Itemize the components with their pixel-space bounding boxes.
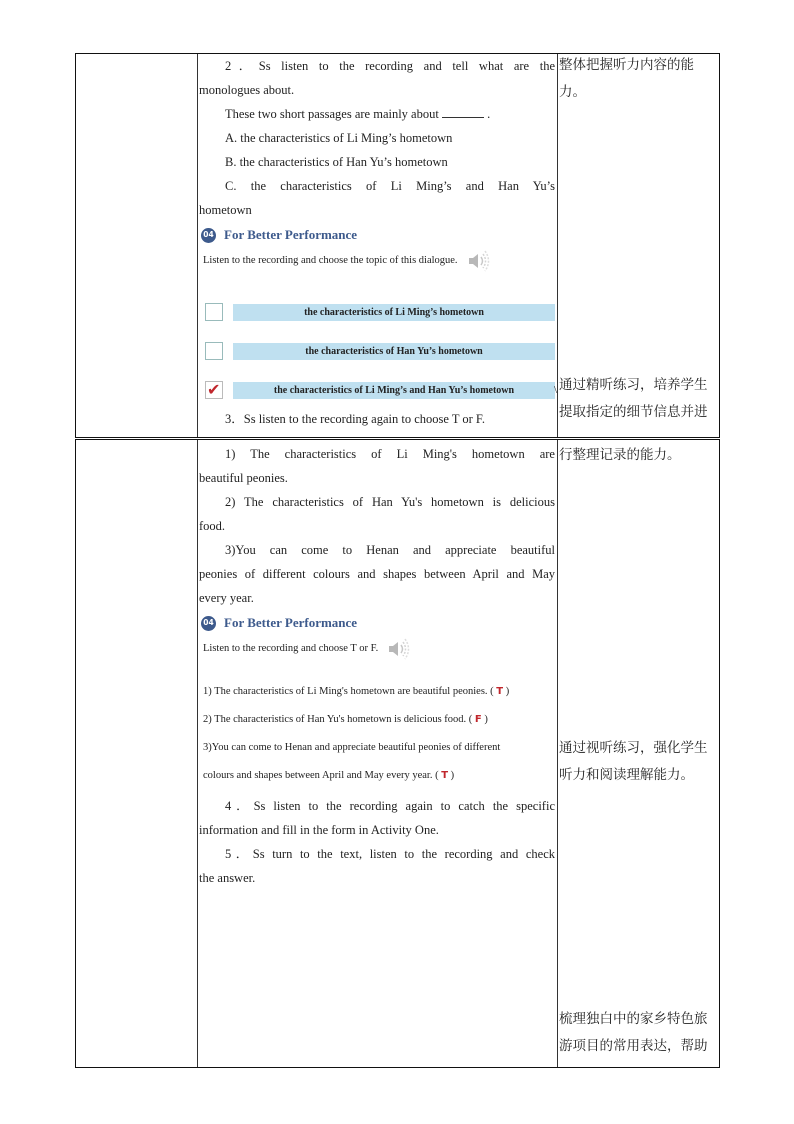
note-bottom: 通过精听练习，培养学生提取指定的细节信息并进 [559,377,708,420]
speaker-icon[interactable] [386,638,412,660]
lesson-table-bottom [75,439,720,1068]
step-4-line-2: information and fill in the form in Activity One. [199,823,439,837]
column-divider-1 [197,440,198,1067]
step-4-line-1: 4．Ss listen to the recording again to catch the specific [225,799,555,813]
column-divider-2 [557,54,558,437]
activity-column [199,442,555,890]
answer-blank [442,103,484,118]
choice-checkbox-1[interactable] [205,303,223,321]
choice-row-1[interactable] [203,301,555,325]
statement-1-line-1: 1) The characteristics of Li Ming's hometown are [225,447,555,461]
choice-row-3[interactable] [203,379,558,403]
slide-title: For Better Performance [224,227,358,242]
slide-instruction: Listen to the recording and choose the topic of this dialogue. [199,246,555,276]
step-5-line-1: 5．Ss turn to the text, listen to the recording and check [225,847,555,861]
checkmark-icon: ✔ [207,380,221,399]
column-divider-1 [197,54,198,437]
statement-3-line-1: 3)You can come to Henan and appreciate beautiful [225,543,555,557]
note-top: 整体把握听力内容的能力。 [559,57,694,100]
step-3: 3．Ss listen to the recording again to choose T or F. [225,412,485,426]
statement-3-line-3: every year. [199,591,254,605]
speaker-icon[interactable] [466,250,492,272]
statement-3-line-2: peonies of different colours and shapes between April and May [199,567,555,581]
slide-instruction: Listen to the recording and choose T or F. [199,634,555,664]
tf-item-1: 1) The characteristics of Li Ming's hometown are beautiful peonies. ( T ) [203,686,510,697]
question-text: These two short passages are mainly about . [199,102,555,126]
choice-checkbox-2[interactable] [205,342,223,360]
note-middle: 通过视听练习，强化学生听力和阅读理解能力。 [559,740,708,783]
option-c: C. the characteristics of Li Ming’s and Han Yu’s [225,179,555,193]
note-bottom: 梳理独白中的家乡特色旅游项目的常用表达，帮助 [559,1011,708,1054]
section-number-badge: 04 [201,228,216,243]
choice-label-2: the characteristics of Han Yu’s hometown [233,343,555,360]
lesson-table-top [75,53,720,438]
statement-2-line-2: food. [199,519,226,533]
statement-2-line-1: 2) The characteristics of Han Yu's hometown is delicious [225,495,555,509]
tf-item-3-cont: colours and shapes between April and May every year. ( T ) [203,770,455,781]
step-5-line-2: the answer. [199,871,256,885]
slide-header [199,224,555,246]
activity-column [199,54,555,276]
choice-checkbox-3[interactable] [205,381,223,399]
choice-row-2[interactable] [203,340,555,364]
step-2-line-1: 2．Ss listen to the recording and tell what are the [225,59,555,73]
tf-item-3: 3)You can come to Henan and appreciate beautiful peonies of different [203,742,501,753]
tf-answer-3: T [441,770,449,781]
slide-header [199,612,555,634]
section-number-badge: 04 [201,616,216,631]
tf-answer-1: T [496,686,504,697]
option-b: B. the characteristics of Han Yu’s hometown [225,155,448,169]
column-divider-2 [557,440,558,1067]
step-2-line-2: monologues about. [199,83,295,97]
choice-label-3: the characteristics of Li Ming’s and Han Yu’s hometown [233,382,555,399]
note-top: 行整理记录的能力。 [559,447,681,463]
tf-item-2: 2) The characteristics of Han Yu's hometown is delicious food. ( F ) [203,714,488,725]
choice-label-1: the characteristics of Li Ming’s hometown [233,304,555,321]
stray-mark: \ [554,384,558,396]
slide-title: For Better Performance [224,615,358,630]
option-c-cont: hometown [199,203,252,217]
statement-1-line-2: beautiful peonies. [199,471,288,485]
tf-answer-2: F [474,714,482,725]
option-a: A. the characteristics of Li Ming’s hometown [225,131,453,145]
